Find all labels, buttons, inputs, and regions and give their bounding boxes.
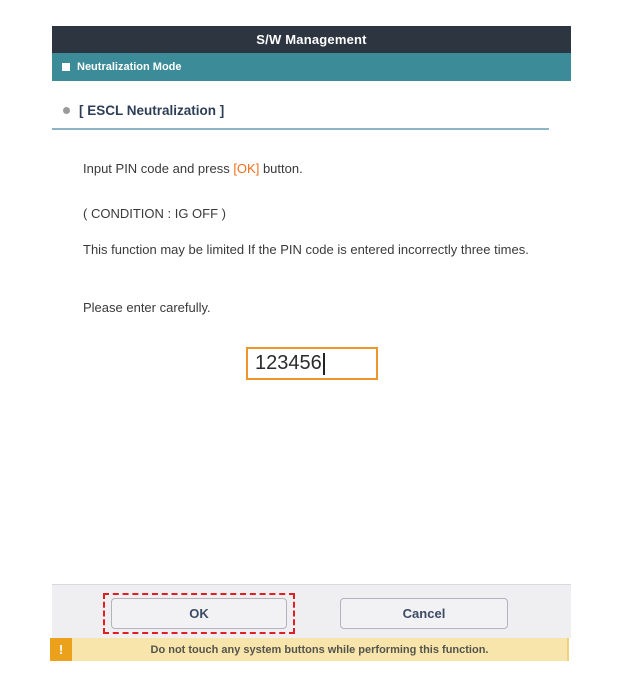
footer-warning-message: Do not touch any system buttons while performing this function. xyxy=(72,638,569,661)
square-bullet-icon xyxy=(62,63,70,71)
ok-highlight-outline xyxy=(103,593,295,634)
button-strip xyxy=(52,584,571,638)
text-caret xyxy=(323,353,325,375)
section-heading xyxy=(52,103,549,130)
cancel-button[interactable]: Cancel xyxy=(340,598,508,629)
ok-button[interactable]: OK xyxy=(111,598,287,629)
mode-bar xyxy=(52,53,571,81)
titlebar xyxy=(52,26,571,53)
section-title: [ ESCL Neutralization ] xyxy=(79,103,225,118)
pin-value: 123456 xyxy=(255,352,322,374)
ok-highlight: [OK] xyxy=(233,161,260,176)
footer-warning-bar xyxy=(50,638,569,661)
pin-input[interactable] xyxy=(246,347,378,380)
circle-bullet-icon xyxy=(63,107,70,114)
exclamation-icon: ! xyxy=(50,638,72,661)
instruction-prefix: Input PIN code and press xyxy=(83,161,234,176)
instruction-suffix: button. xyxy=(259,161,303,176)
note-text: Please enter carefully. xyxy=(83,300,211,315)
page-title: S/W Management xyxy=(256,32,367,47)
mode-label: Neutralization Mode xyxy=(77,61,182,73)
instruction-text xyxy=(83,158,303,179)
condition-text: ( CONDITION : IG OFF ) xyxy=(83,206,226,221)
limit-warning-text: This function may be limited If the PIN code is entered incorrectly three times. xyxy=(83,242,529,257)
